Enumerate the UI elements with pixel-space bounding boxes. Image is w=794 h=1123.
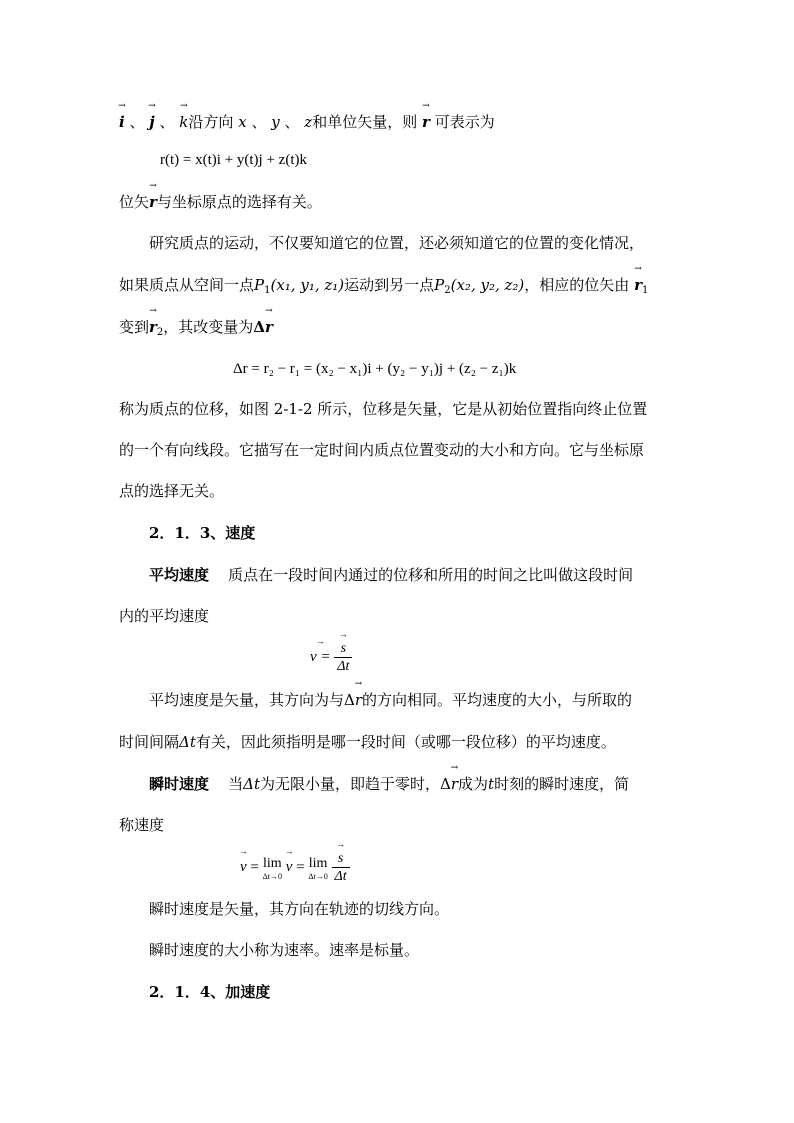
paragraph-motion-b: 如果质点从空间一点$P_1(x_1$, y₁, z₁)运动到另一点$P_2(x_2$, y₂, z₂)，相应的位矢由 → $r_1$ (119, 275, 648, 301)
displacement-equation: Δr = r₂ − r₁ = (x₂ − x₁)i + (y₂ − y₁)j + (z₂ − z₁)k (233, 361, 517, 377)
j-vector: → j (149, 112, 154, 132)
instant-velocity-para-1: 瞬时速度是矢量，其方向在轨迹的切线方向。 (149, 900, 450, 918)
instant-velocity-para-2: 瞬时速度的大小称为速率。速率是标量。 (149, 941, 420, 959)
average-velocity-equation: → v = → $\frac{s}{\Delta t}$ (310, 640, 352, 676)
heading-acceleration: 2．1．4、加速度 (149, 983, 271, 1001)
paragraph-motion-a: 研究质点的运动，不仅要知道它的位置，还必须知道它的位置的变化情况， (149, 234, 645, 252)
average-velocity-def-a: 平均速度 质点在一段时间内通过的位移和所用的时间之比叫做这段时间 (149, 566, 634, 584)
paragraph-motion-c: 变到→ $r_2$，其改变量为Δ→ r (119, 317, 273, 343)
average-velocity-para-a: 平均速度是矢量，其方向为与Δ→ r的方向相同。平均速度的大小，与所取的 (149, 690, 632, 710)
r-vector: → r (422, 112, 430, 132)
unit-vectors-line: → i 、 → j 、 → k沿方向 x 、 y 、 z和单位矢量，则 → r 可表示为 (119, 112, 495, 132)
paragraph-displacement-b: 的一个有向线段。它描写在一定时间内质点位置变动的大小和方向。它与坐标原 (119, 441, 645, 459)
paragraph-displacement-a: 称为质点的位移，如图 2-1-2 所示，位移是矢量，它是从初始位置指向终止位置 (119, 400, 648, 418)
instant-velocity-def-a: 瞬时速度 当Δt为无限小量，即趋于零时，Δ→ r成为t时刻的瞬时速度，简 (149, 774, 629, 794)
heading-velocity: 2．1．3、速度 (149, 524, 256, 542)
i-vector: → i (119, 112, 125, 132)
average-velocity-para-b: 时间间隔Δt有关，因此须指明是哪一段时间（或哪一段位移）的平均速度。 (119, 733, 616, 751)
position-vector-equation: r(t) = x(t)i + y(t)j + z(t)k (160, 152, 307, 168)
k-vector: → k (179, 112, 188, 132)
average-velocity-def-b: 内的平均速度 (119, 607, 210, 625)
instant-velocity-equation: → v = lim Δt→0 → v = lim Δt→0 → $\frac{s}{\Delta t}$ (240, 850, 350, 886)
instant-velocity-def-b: 称速度 (119, 816, 165, 834)
position-vector-note: 位矢→ r与坐标原点的选择有关。 (119, 192, 322, 212)
paragraph-displacement-c: 点的选择无关。 (119, 482, 225, 500)
